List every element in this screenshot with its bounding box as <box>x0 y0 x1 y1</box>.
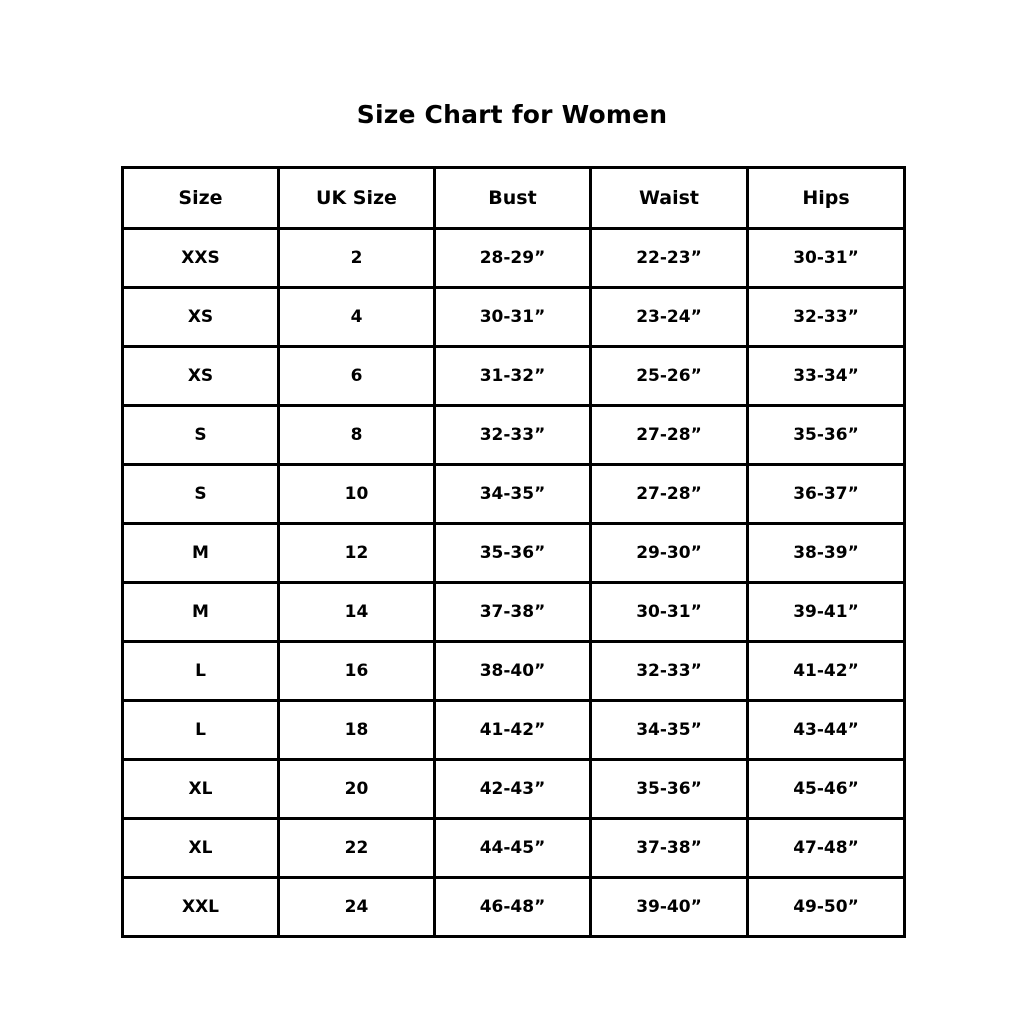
table-header <box>123 168 905 229</box>
cell-size: L <box>123 642 279 701</box>
cell-uk-size: 18 <box>279 701 435 760</box>
cell-uk-size: 4 <box>279 288 435 347</box>
cell-size: M <box>123 524 279 583</box>
cell-bust: 34-35” <box>435 465 591 524</box>
cell-hips: 35-36” <box>748 406 905 465</box>
cell-size: XXL <box>123 878 279 937</box>
cell-size: S <box>123 406 279 465</box>
cell-waist: 37-38” <box>591 819 748 878</box>
cell-uk-size: 2 <box>279 229 435 288</box>
cell-size: XL <box>123 819 279 878</box>
table-row <box>123 701 905 760</box>
cell-bust: 37-38” <box>435 583 591 642</box>
cell-uk-size: 20 <box>279 760 435 819</box>
table-row <box>123 288 905 347</box>
size-chart-table <box>121 166 906 938</box>
column-header-hips: Hips <box>748 168 905 229</box>
cell-size: M <box>123 583 279 642</box>
cell-uk-size: 16 <box>279 642 435 701</box>
cell-hips: 43-44” <box>748 701 905 760</box>
table-row <box>123 229 905 288</box>
cell-size: XS <box>123 288 279 347</box>
cell-size: XS <box>123 347 279 406</box>
page-title: Size Chart for Women <box>356 100 668 129</box>
cell-uk-size: 22 <box>279 819 435 878</box>
cell-bust: 32-33” <box>435 406 591 465</box>
cell-waist: 27-28” <box>591 406 748 465</box>
cell-bust: 46-48” <box>435 878 591 937</box>
column-header-uk-size: UK Size <box>279 168 435 229</box>
cell-bust: 30-31” <box>435 288 591 347</box>
cell-bust: 35-36” <box>435 524 591 583</box>
table-row <box>123 347 905 406</box>
cell-uk-size: 10 <box>279 465 435 524</box>
table-row <box>123 524 905 583</box>
cell-waist: 22-23” <box>591 229 748 288</box>
table-row <box>123 760 905 819</box>
cell-waist: 27-28” <box>591 465 748 524</box>
size-chart-table-container <box>121 166 903 938</box>
table-row <box>123 642 905 701</box>
cell-hips: 38-39” <box>748 524 905 583</box>
table-row <box>123 878 905 937</box>
cell-size: S <box>123 465 279 524</box>
cell-uk-size: 8 <box>279 406 435 465</box>
cell-waist: 25-26” <box>591 347 748 406</box>
cell-bust: 31-32” <box>435 347 591 406</box>
cell-waist: 32-33” <box>591 642 748 701</box>
cell-uk-size: 12 <box>279 524 435 583</box>
cell-waist: 29-30” <box>591 524 748 583</box>
column-header-size: Size <box>123 168 279 229</box>
cell-hips: 47-48” <box>748 819 905 878</box>
cell-waist: 39-40” <box>591 878 748 937</box>
cell-size: L <box>123 701 279 760</box>
column-header-waist: Waist <box>591 168 748 229</box>
cell-hips: 33-34” <box>748 347 905 406</box>
cell-bust: 28-29” <box>435 229 591 288</box>
table-body <box>123 229 905 937</box>
cell-size: XXS <box>123 229 279 288</box>
cell-hips: 36-37” <box>748 465 905 524</box>
cell-bust: 38-40” <box>435 642 591 701</box>
cell-uk-size: 14 <box>279 583 435 642</box>
cell-uk-size: 6 <box>279 347 435 406</box>
cell-hips: 45-46” <box>748 760 905 819</box>
cell-uk-size: 24 <box>279 878 435 937</box>
cell-waist: 35-36” <box>591 760 748 819</box>
table-row <box>123 583 905 642</box>
cell-waist: 30-31” <box>591 583 748 642</box>
cell-hips: 41-42” <box>748 642 905 701</box>
cell-waist: 34-35” <box>591 701 748 760</box>
cell-hips: 30-31” <box>748 229 905 288</box>
cell-hips: 49-50” <box>748 878 905 937</box>
cell-bust: 42-43” <box>435 760 591 819</box>
table-row <box>123 406 905 465</box>
table-header-row <box>123 168 905 229</box>
cell-hips: 39-41” <box>748 583 905 642</box>
cell-hips: 32-33” <box>748 288 905 347</box>
cell-bust: 44-45” <box>435 819 591 878</box>
table-row <box>123 465 905 524</box>
cell-size: XL <box>123 760 279 819</box>
column-header-bust: Bust <box>435 168 591 229</box>
cell-bust: 41-42” <box>435 701 591 760</box>
cell-waist: 23-24” <box>591 288 748 347</box>
table-row <box>123 819 905 878</box>
